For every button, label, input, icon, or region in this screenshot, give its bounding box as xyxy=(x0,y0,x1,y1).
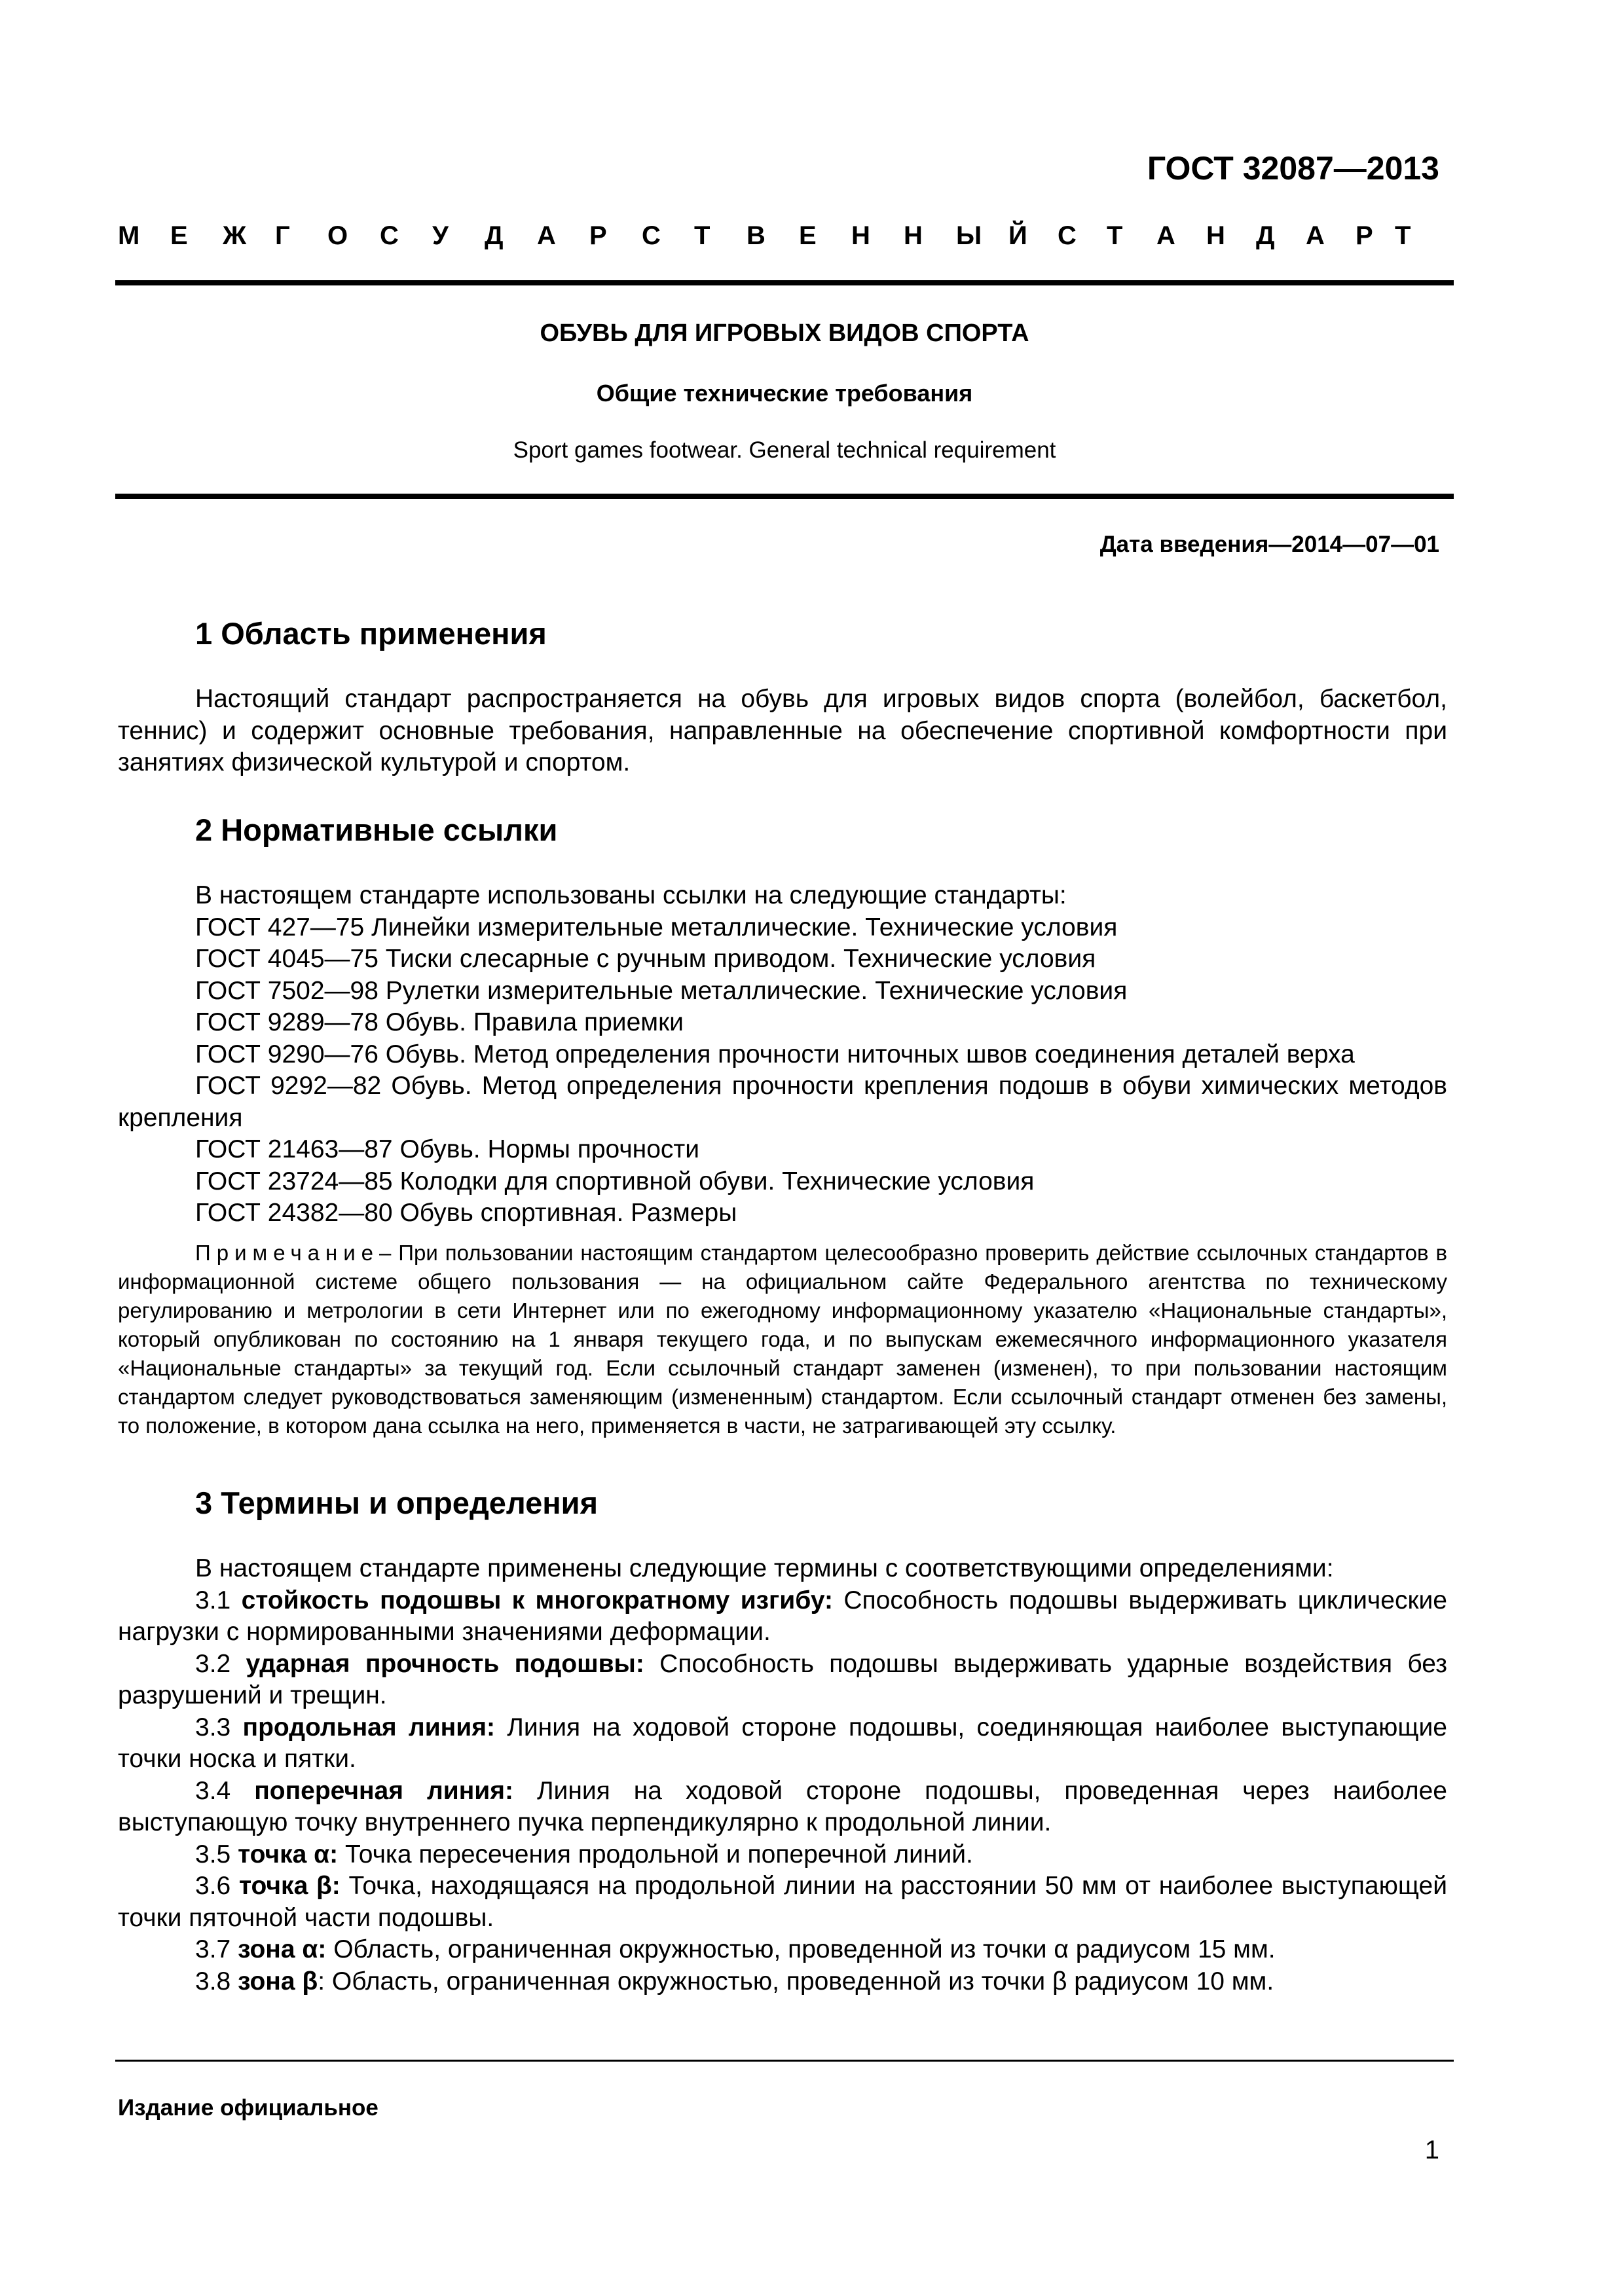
term-name: поперечная линия: xyxy=(254,1776,513,1805)
term-entry xyxy=(118,1776,1447,1839)
banner-letter: Т xyxy=(694,221,710,250)
reference-item: ГОСТ 9292—82 Обувь. Метод определения прочности крепления подошв в обуви химических методов крепления xyxy=(118,1072,1447,1132)
term-definition: Линия на ходовой стороне подошвы, проведенная через наиболее выступающую точку внутреннего пучка перпендикулярно к продольной линии. xyxy=(118,1776,1447,1836)
banner-letter: Т xyxy=(1395,221,1411,250)
term-number: 3.4 xyxy=(195,1776,231,1805)
terms-intro: В настоящем стандарте применены следующие термины с соответствующими определениями: xyxy=(195,1554,1334,1582)
term-number: 3.6 xyxy=(195,1872,231,1900)
banner-letter: М xyxy=(118,221,140,250)
banner-letter: Е xyxy=(170,221,188,250)
banner-letter: О xyxy=(327,221,348,250)
banner-letter: Р xyxy=(1356,221,1373,250)
references-note xyxy=(118,1239,1447,1440)
reference-item: ГОСТ 9290—76 Обувь. Метод определения прочности ниточных швов соединения деталей верха xyxy=(195,1040,1355,1068)
introduction-date: Дата введения—2014—07—01 xyxy=(1099,532,1439,557)
scope-paragraph: Настоящий стандарт распространяется на обувь для игровых видов спорта (волейбол, баскетбол, теннис) и содержит основные требования, направленные на обеспечение спортивной комфортности при занятиях физической культурой и спортом. xyxy=(118,685,1447,776)
banner-letter: Д xyxy=(485,221,504,250)
term-name: продольная линия: xyxy=(242,1713,495,1741)
reference-item: ГОСТ 21463—87 Обувь. Нормы прочности xyxy=(195,1135,700,1163)
banner-letter: У xyxy=(432,221,449,250)
banner-letter: Н xyxy=(851,221,870,250)
section-3-heading: 3 Термины и определения xyxy=(195,1485,598,1520)
banner-letter: Д xyxy=(1256,221,1275,250)
section-3-body xyxy=(118,1553,1447,1997)
reference-item: ГОСТ 7502—98 Рулетки измерительные металлические. Технические условия xyxy=(195,976,1128,1005)
term-name: зона β xyxy=(238,1967,318,1995)
term-definition: Точка пересечения продольной и поперечной линий. xyxy=(345,1840,973,1868)
banner-letter: Й xyxy=(1008,221,1027,250)
section-1-heading: 1 Область применения xyxy=(195,616,547,651)
english-title: Sport games footwear. General technical requirement xyxy=(513,437,1056,463)
term-number: 3.1 xyxy=(195,1586,231,1614)
term-definition: Способность подошвы выдерживать циклические нагрузки с нормированными значениями деформации. xyxy=(118,1586,1447,1646)
term-definition: Линия на ходовой стороне подошвы, соединяющая наиболее выступающие точки носка и пятки. xyxy=(118,1713,1447,1773)
title-rule xyxy=(115,494,1454,499)
banner-letter: Ж xyxy=(223,221,247,250)
term-entry xyxy=(118,1934,1447,1966)
footer-rule xyxy=(115,2060,1454,2062)
banner-letter: Н xyxy=(1206,221,1225,250)
banner-letter: С xyxy=(380,221,399,250)
reference-item: ГОСТ 24382—80 Обувь спортивная. Размеры xyxy=(195,1199,737,1227)
page-number: 1 xyxy=(1424,2136,1439,2164)
banner-letter: Г xyxy=(275,221,290,250)
reference-item: ГОСТ 23724—85 Колодки для спортивной обуви. Технические условия xyxy=(195,1167,1035,1195)
term-definition: Область, ограниченная окружностью, проведенной из точки α радиусом 15 мм. xyxy=(333,1935,1276,1963)
banner-letter: А xyxy=(1306,221,1325,250)
term-name: точка β: xyxy=(238,1872,341,1900)
gost-number: ГОСТ 32087—2013 xyxy=(1147,150,1439,187)
document-title: ОБУВЬ ДЛЯ ИГРОВЫХ ВИДОВ СПОРТА xyxy=(540,319,1029,347)
section-2-body xyxy=(118,880,1447,1230)
note-text: – При пользовании настоящим стандартом целесообразно проверить действие ссылочных стандартов в информационной системе общего пользования — на официальном сайте Федерального агентства по техническому регулированию и метрологии в сети Интернет или по ежегодному информационному указателю «Национальные стандарты», который опубликован по состоянию на 1 января текущего года, и по выпускам ежемесячного информационного указателя «Национальные стандарты» за текущий год. Если ссылочный стандарт заменен (изменен), то при пользовании настоящим стандартом следует руководствоваться заменяющим (измененным) стандартом. Если ссылочный стандарт отменен без замены, то положение, в котором дана ссылка на него, применяется в части, не затрагивающей эту ссылку. xyxy=(118,1241,1447,1438)
document-subtitle: Общие технические требования xyxy=(596,380,973,407)
term-entry xyxy=(118,1966,1447,1998)
term-definition: Способность подошвы выдерживать ударные воздействия без разрушений и трещин. xyxy=(118,1649,1447,1709)
banner-letter: А xyxy=(537,221,556,250)
term-entry xyxy=(118,1712,1447,1776)
section-1-body xyxy=(118,683,1447,779)
reference-item: ГОСТ 9289—78 Обувь. Правила приемки xyxy=(195,1008,684,1036)
term-number: 3.7 xyxy=(195,1935,231,1963)
term-number: 3.5 xyxy=(195,1840,231,1868)
banner-letter: С xyxy=(642,221,661,250)
banner-letter: С xyxy=(1058,221,1077,250)
term-number: 3.2 xyxy=(195,1649,231,1678)
term-entry xyxy=(118,1649,1447,1712)
note-label: Примечание xyxy=(195,1241,380,1265)
term-name: точка α: xyxy=(238,1840,339,1868)
term-name: зона α: xyxy=(238,1935,327,1963)
banner-letter: А xyxy=(1156,221,1175,250)
reference-item: ГОСТ 427—75 Линейки измерительные металлические. Технические условия xyxy=(195,913,1118,941)
term-number: 3.8 xyxy=(195,1967,231,1995)
banner-letter: В xyxy=(747,221,766,250)
section-2-heading: 2 Нормативные ссылки xyxy=(195,812,558,847)
banner-letter: Е xyxy=(799,221,817,250)
term-definition: Точка, находящаяся на продольной линии на расстоянии 50 мм от наиболее выступающей точки пяточной части подошвы. xyxy=(118,1872,1447,1932)
term-definition: : Область, ограниченная окружностью, проведенной из точки β радиусом 10 мм. xyxy=(318,1967,1274,1995)
references-intro: В настоящем стандарте использованы ссылки на следующие стандарты: xyxy=(195,881,1067,909)
term-name: стойкость подошвы к многократному изгибу: xyxy=(241,1586,834,1614)
term-name: ударная прочность подошвы: xyxy=(246,1649,644,1678)
reference-item: ГОСТ 4045—75 Тиски слесарные с ручным приводом. Технические условия xyxy=(195,945,1096,973)
banner-letter: Н xyxy=(904,221,923,250)
banner-letter: Т xyxy=(1107,221,1123,250)
term-entry xyxy=(118,1870,1447,1934)
term-entry xyxy=(118,1839,1447,1871)
banner-letter: Р xyxy=(589,221,607,250)
term-entry xyxy=(118,1585,1447,1649)
header-rule xyxy=(115,280,1454,285)
official-edition-label: Издание официальное xyxy=(118,2095,378,2121)
term-number: 3.3 xyxy=(195,1713,231,1741)
banner-letter: Ы xyxy=(956,221,982,250)
